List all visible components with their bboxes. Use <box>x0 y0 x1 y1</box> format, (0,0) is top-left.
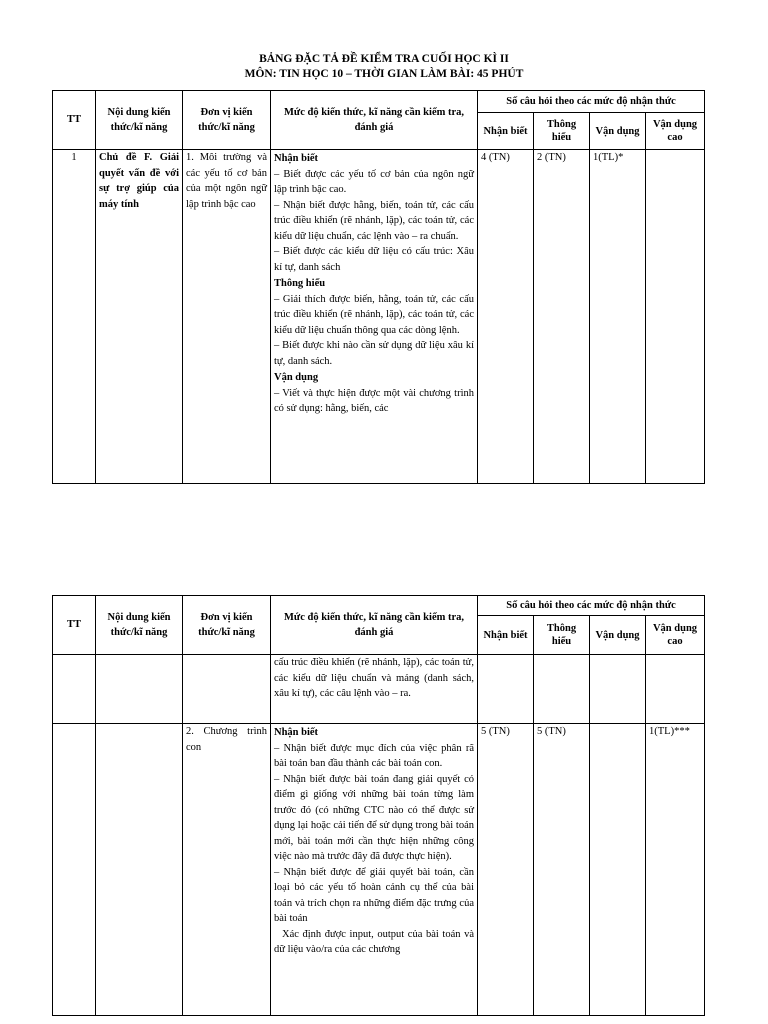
cell-tt <box>53 724 96 1016</box>
page-subtitle: MÔN: TIN HỌC 10 – THỜI GIAN LÀM BÀI: 45 PHÚT <box>244 68 524 80</box>
cell-count-level-1: 4 (TN) <box>478 150 534 484</box>
spec-table-page-1 <box>52 90 705 484</box>
col-header-level-1: Nhận biết <box>478 113 534 150</box>
criteria-item: – Biết được các yếu tố cơ bản của ngôn ngữ lập trình bậc cao. <box>274 168 474 195</box>
cell-content <box>96 655 183 724</box>
criteria-item: – Viết và thực hiện được một vài chương trình có sử dụng: hằng, biến, các <box>274 387 474 414</box>
cell-unit: 2. Chương trình con <box>183 724 271 1016</box>
criteria-heading: Vận dụng <box>274 372 319 383</box>
cell-count-level-3 <box>590 724 646 1016</box>
criteria-item: Xác định được input, output của bài toán và dữ liệu vào/ra của các chương <box>274 928 474 955</box>
col-header-criteria: Mức độ kiến thức, kĩ năng cần kiểm tra, đánh giá <box>271 91 478 150</box>
col-header-tt: TT <box>53 596 96 655</box>
cell-criteria <box>271 150 478 484</box>
criteria-item: – Nhận biết được để giải quyết bài toán, cần loại bỏ các yếu tố hoàn cảnh cụ thể của bài toán và trích chọn ra những điểm đặc trưng của bài toán <box>274 866 474 924</box>
col-header-criteria: Mức độ kiến thức, kĩ năng cần kiểm tra, đánh giá <box>271 596 478 655</box>
criteria-heading: Nhận biết <box>274 727 319 738</box>
col-header-level-3: Vận dụng <box>590 113 646 150</box>
col-header-level-4: Vận dụng cao <box>646 113 705 150</box>
cell-unit: 1. Môi trường và các yếu tố cơ bản của một ngôn ngữ lập trình bậc cao <box>183 150 271 484</box>
criteria-heading: Nhận biết <box>274 153 319 164</box>
col-header-level-1: Nhận biết <box>478 616 534 655</box>
cell-content <box>96 724 183 1016</box>
cell-count-level-1 <box>478 655 534 724</box>
table-row <box>53 724 705 1016</box>
cell-criteria <box>271 655 478 724</box>
criteria-item: – Nhận biết được hằng, biến, toán tử, các cấu trúc điều khiển (rẽ nhánh, lặp), các toán tử, các kiểu dữ liệu chuẩn, các lệnh vào – ra chuẩn. <box>274 199 474 242</box>
cell-count-level-4 <box>646 655 705 724</box>
col-header-levels-group: Số câu hỏi theo các mức độ nhận thức <box>478 596 705 616</box>
table-row <box>53 150 705 484</box>
cell-tt <box>53 655 96 724</box>
table-row <box>53 655 705 724</box>
col-header-content: Nội dung kiến thức/kĩ năng <box>96 91 183 150</box>
col-header-level-3: Vận dụng <box>590 616 646 655</box>
col-header-level-2: Thông hiểu <box>534 616 590 655</box>
col-header-content: Nội dung kiến thức/kĩ năng <box>96 596 183 655</box>
cell-tt: 1 <box>53 150 96 484</box>
col-header-tt: TT <box>53 91 96 150</box>
criteria-item: – Nhận biết được mục đích của việc phân rã bài toán ban đầu thành các bài toán con. <box>274 742 474 769</box>
col-header-unit: Đơn vị kiến thức/kĩ năng <box>183 596 271 655</box>
cell-count-level-4 <box>646 150 705 484</box>
cell-content: Chủ đề F. Giải quyết vấn đề với sự trợ giúp của máy tính <box>96 150 183 484</box>
cell-count-level-2: 2 (TN) <box>534 150 590 484</box>
cell-count-level-1: 5 (TN) <box>478 724 534 1016</box>
cell-count-level-2 <box>534 655 590 724</box>
col-header-level-2: Thông hiểu <box>534 113 590 150</box>
cell-count-level-4: 1(TL)*** <box>646 724 705 1016</box>
criteria-heading: Thông hiểu <box>274 278 326 289</box>
col-header-levels-group: Số câu hỏi theo các mức độ nhận thức <box>478 91 705 113</box>
spec-table-page-2 <box>52 595 705 1016</box>
criteria-item: – Giải thích được biến, hằng, toán tử, các cấu trúc điều khiển (rẽ nhánh, lặp), các toán tử, các kiểu dữ liệu chuẩn thông qua các dòng lệnh. <box>274 293 474 336</box>
col-header-unit: Đơn vị kiến thức/kĩ năng <box>183 91 271 150</box>
criteria-item: – Biết được các kiểu dữ liệu có cấu trúc: Xâu kí tự, danh sách <box>274 246 474 273</box>
cell-unit <box>183 655 271 724</box>
page-title: BẢNG ĐẶC TẢ ĐỀ KIỂM TRA CUỐI HỌC KÌ II <box>259 53 509 65</box>
col-header-level-4: Vận dụng cao <box>646 616 705 655</box>
criteria-item: – Biết được khi nào cần sử dụng dữ liệu xâu kí tự, danh sách. <box>274 340 474 367</box>
cell-count-level-2: 5 (TN) <box>534 724 590 1016</box>
cell-count-level-3 <box>590 655 646 724</box>
criteria-item: – Nhận biết được bài toán đang giải quyết có điểm gì giống với những bài toán từng làm trước đó (có những CTC nào có thể được sử dụng lại hoặc cải tiến để sử dụng trong bài toán mới, bài toán mới cần thực hiện những công việc nào mà trước đây đã được thực hiện). <box>274 773 474 862</box>
cell-count-level-3: 1(TL)* <box>590 150 646 484</box>
cell-criteria <box>271 724 478 1016</box>
criteria-item: cấu trúc điều khiển (rẽ nhánh, lặp), các toán tử, các kiểu dữ liệu chuẩn và mảng (danh sách, xâu kí tự), các câu lệnh vào – ra. <box>274 657 474 699</box>
